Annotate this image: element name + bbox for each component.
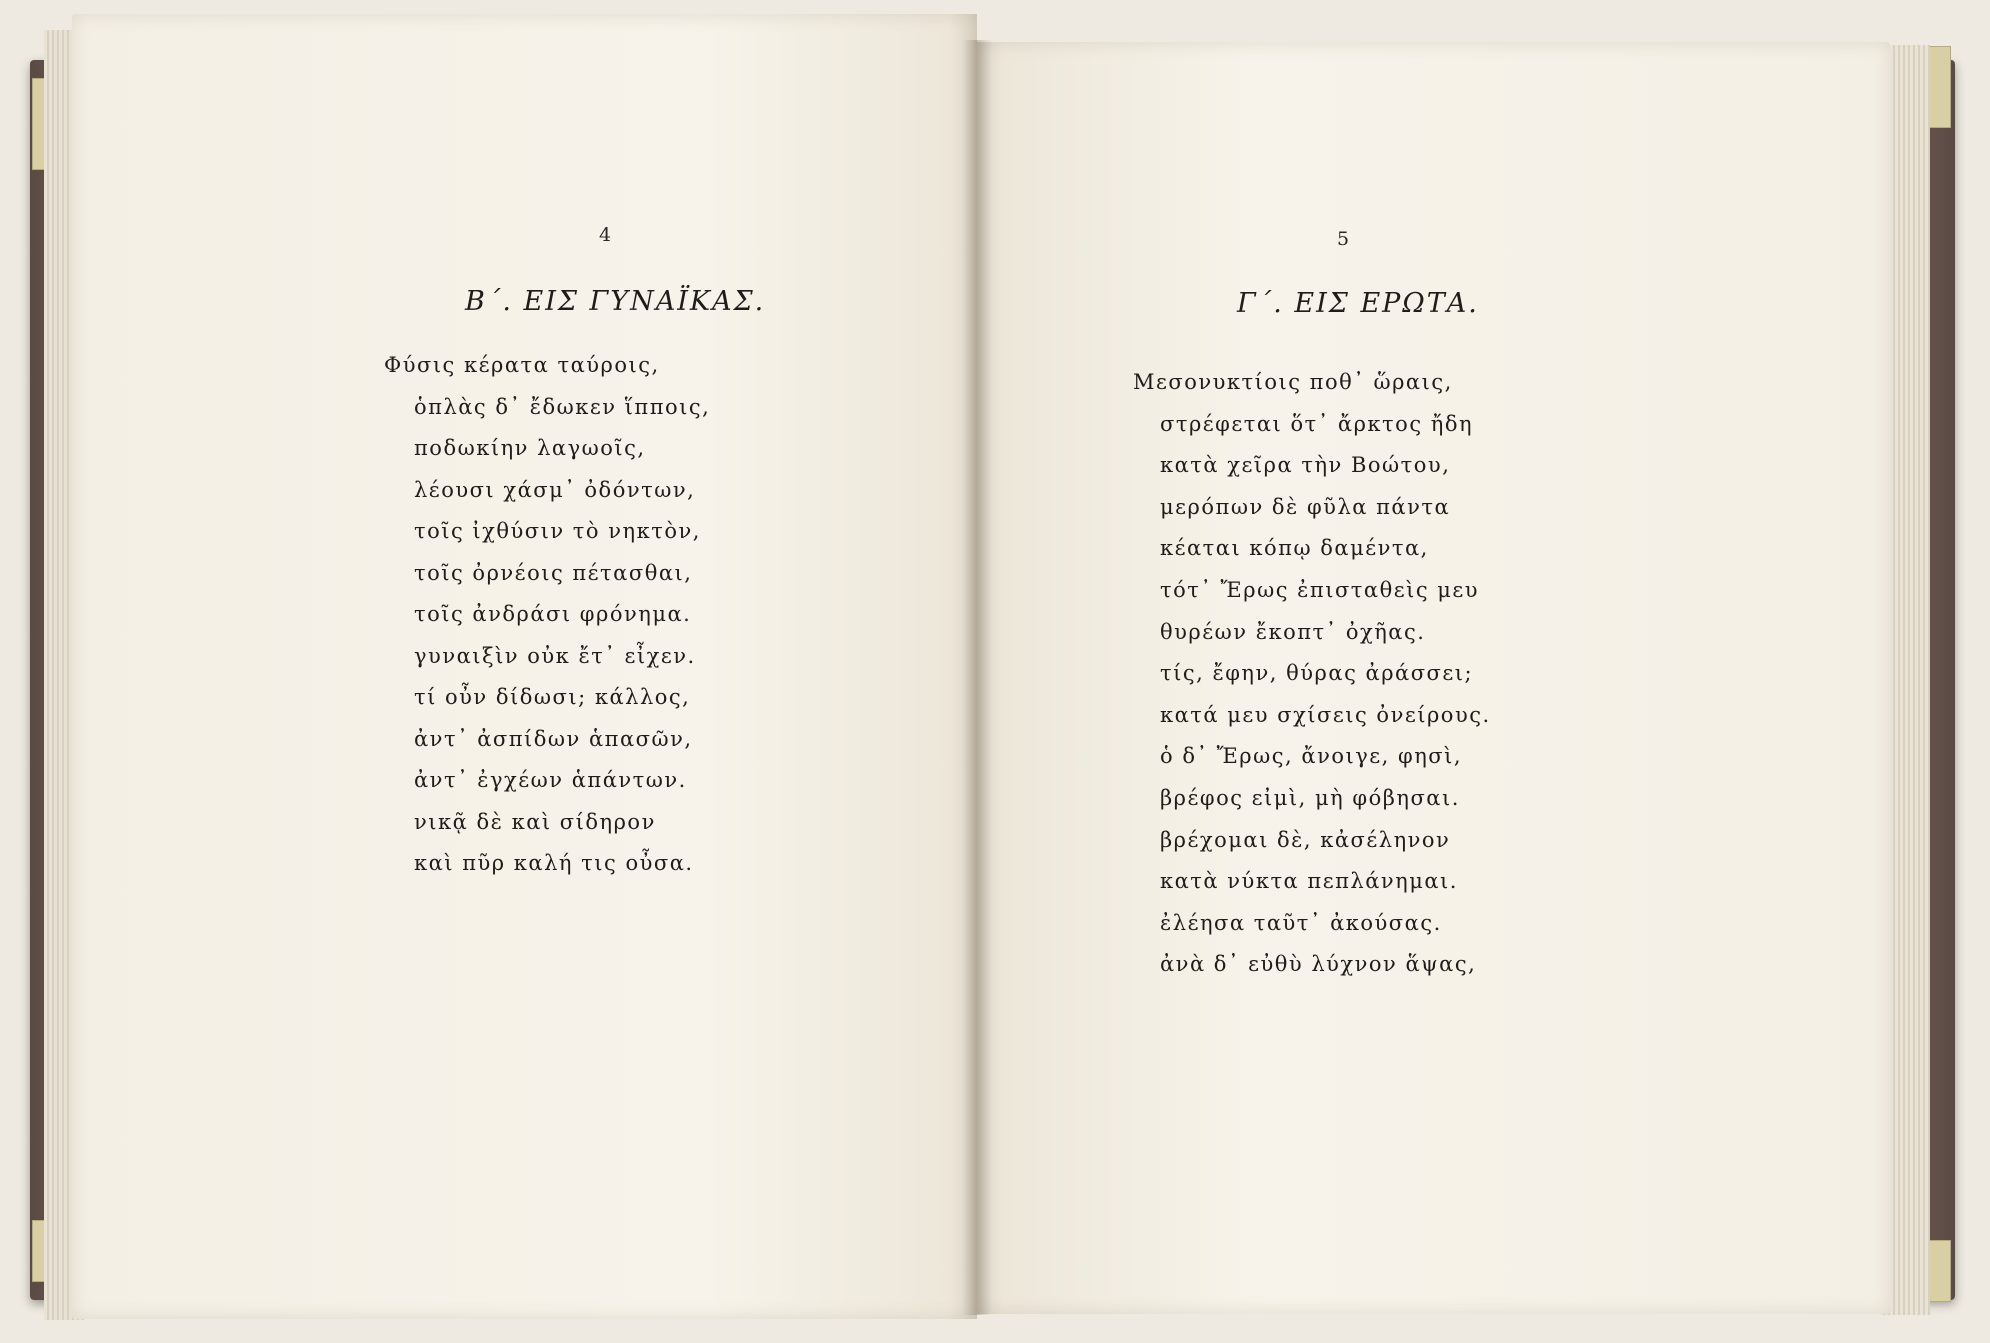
verse-line: ὁπλὰς δ᾽ ἔδωκεν ἵπποις, [414, 394, 711, 419]
left-poem-title: Β΄. ΕΙΣ ΓΥΝΑΪΚΑΣ. [465, 286, 766, 317]
verse-line: τί οὖν δίδωσι; κάλλος, [414, 685, 691, 709]
verse-line: γυναιξὶν οὐκ ἔτ᾽ εἶχεν. [414, 643, 696, 668]
verse-line: Μεσονυκτίοις ποθ᾽ ὥραις, [1133, 370, 1453, 394]
verse-line: ποδωκίην λαγωοῖς, [414, 436, 646, 460]
verse-line: τοῖς ὀρνέοις πέτασθαι, [414, 560, 693, 585]
verse-line: κατά μευ σχίσεις ὀνείρους. [1160, 702, 1491, 727]
verse-line: τοῖς ἰχθύσιν τὸ νηκτὸν, [414, 519, 701, 543]
verse-line: καὶ πῦρ καλή τις οὖσα. [414, 851, 694, 875]
right-page [975, 42, 1890, 1314]
left-poem [384, 345, 710, 885]
book-gutter [962, 40, 992, 1315]
right-poem-title: Γ΄. ΕΙΣ ΕΡΩΤΑ. [1237, 288, 1479, 319]
verse-line: κατὰ νύκτα πεπλάνημαι. [1160, 869, 1458, 894]
verse-line: στρέφεται ὅτ᾽ ἄρκτος ἤδη [1160, 411, 1474, 436]
verse-line: τοῖς ἀνδράσι φρόνημα. [414, 602, 692, 626]
verse-line: τίς, ἔφην, θύρας ἀράσσει; [1160, 661, 1474, 686]
verse-line: βρέφος εἰμὶ, μὴ φόβησαι. [1160, 785, 1460, 810]
right-page-number: 5 [1336, 228, 1350, 250]
right-poem [1133, 362, 1491, 986]
verse-line: νικᾷ δὲ καὶ σίδηρον [414, 809, 656, 834]
verse-line: ἀντ᾽ ἀσπίδων ἁπασῶν, [414, 726, 693, 751]
verse-line: κατὰ χεῖρα τὴν Βοώτου, [1160, 453, 1451, 478]
verse-line: Φύσις κέρατα ταύροις, [384, 353, 660, 377]
left-page-number: 4 [598, 224, 612, 246]
verse-line: ὁ δ᾽ Ἔρως, ἄνοιγε, φησὶ, [1160, 744, 1463, 769]
left-page [72, 14, 977, 1319]
verse-line: ἀνὰ δ᾽ εὐθὺ λύχνον ἅψας, [1160, 952, 1477, 977]
verse-line: τότ᾽ Ἔρως ἐπισταθεὶς μευ [1160, 577, 1480, 602]
verse-line: βρέχομαι δὲ, κἀσέληνον [1160, 827, 1451, 852]
verse-line: κέαται κόπῳ δαμέντα, [1160, 536, 1429, 561]
verse-line: ἐλέησα ταῦτ᾽ ἀκούσας. [1160, 910, 1442, 935]
verse-line: θυρέων ἔκοπτ᾽ ὀχῆας. [1160, 619, 1426, 644]
verse-line: ἀντ᾽ ἐγχέων ἁπάντων. [414, 768, 687, 792]
verse-line: μερόπων δὲ φῦλα πάντα [1160, 494, 1451, 519]
verse-line: λέουσι χάσμ᾽ ὀδόντων, [414, 477, 696, 502]
